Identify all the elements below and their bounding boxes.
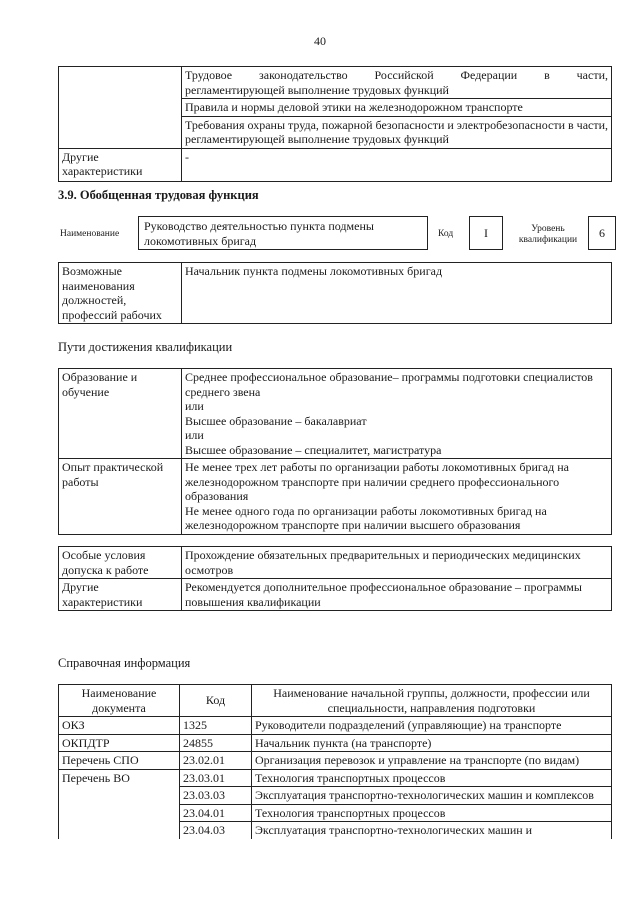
experience-value [182, 459, 612, 535]
cell-document: Перечень ВО [59, 769, 180, 787]
row-value-line: регламентирующей выполнение трудовых функций [185, 82, 449, 97]
row-value-line: Трудовое законодательство Российской Федерации в части, [185, 68, 608, 82]
cell-code: 23.03.03 [180, 787, 252, 805]
row-value [182, 67, 612, 99]
table-row [59, 787, 612, 805]
table-row [59, 579, 612, 611]
special-label: Особые условия допуска к работе [59, 547, 182, 579]
reference-header-row [59, 685, 612, 717]
header-code: Код [180, 685, 252, 717]
other-label: Другие характеристики [59, 579, 182, 611]
name-value-box [138, 216, 428, 250]
cell-document [59, 822, 180, 839]
row-label [59, 116, 182, 148]
positions-label: Возможные наименования должностей, профессий рабочих [59, 263, 182, 324]
experience-line: Не менее трех лет работы по организации работы локомотивных бригад на железнодорожном транспорте при наличии среднего профессионального образования [185, 460, 569, 503]
name-value: Руководство деятельностью пункта подмены локомотивных бригад [144, 219, 374, 248]
page-number: 40 [314, 34, 326, 48]
section-title: 3.9. Обобщенная трудовая функция [58, 188, 259, 202]
positions-table [58, 262, 612, 324]
education-value [182, 369, 612, 459]
cell-document [59, 787, 180, 805]
table-row [59, 547, 612, 579]
row-label [59, 99, 182, 117]
table-row [59, 752, 612, 770]
table-row [59, 769, 612, 787]
row-value: - [182, 148, 612, 181]
special-value: Прохождение обязательных предварительных и периодических медицинских осмотров [182, 547, 612, 579]
education-line: Среднее профессиональное образование– программы подготовки специалистов среднего звена [185, 370, 593, 399]
experience-line: Не менее одного года по организации работы локомотивных бригад на железнодорожном транспорте при наличии высшего образования [185, 503, 547, 532]
table-row [59, 717, 612, 735]
paths-heading: Пути достижения квалификации [58, 340, 233, 354]
row-value: Правила и нормы деловой этики на железнодорожном транспорте [182, 99, 612, 117]
education-label: Образование и обучение [59, 369, 182, 459]
cell-name: Организация перевозок и управление на транспорте (по видам) [252, 752, 612, 770]
cell-code: 1325 [180, 717, 252, 735]
level-value: 6 [599, 226, 605, 240]
table-row [59, 148, 612, 181]
cell-code: 23.03.01 [180, 769, 252, 787]
conditions-table [58, 546, 612, 611]
code-value: I [484, 226, 488, 240]
cell-code: 23.04.03 [180, 822, 252, 839]
reference-heading: Справочная информация [58, 656, 191, 670]
reference-table [58, 684, 612, 839]
cell-name: Эксплуатация транспортно-технологических машин и комплексов [252, 787, 612, 805]
other-value: Рекомендуется дополнительное профессиональное образование – программы повышения квалификации [182, 579, 612, 611]
experience-label: Опыт практической работы [59, 459, 182, 535]
cell-code: 23.02.01 [180, 752, 252, 770]
row-value: Требования охраны труда, пожарной безопасности и электробезопасности в части, регламентирующей выполнение трудовых функций [182, 116, 612, 148]
cell-document: Перечень СПО [59, 752, 180, 770]
education-line: Высшее образование – специалитет, магистратура [185, 442, 442, 457]
table-row [59, 99, 612, 117]
top-table [58, 66, 612, 182]
positions-value: Начальник пункта подмены локомотивных бригад [182, 263, 612, 324]
table-row [59, 734, 612, 752]
paths-table [58, 368, 612, 535]
cell-name: Начальник пункта (на транспорте) [252, 734, 612, 752]
level-label: Уровень квалификации [518, 224, 578, 245]
level-value-box [588, 216, 616, 250]
table-row [59, 116, 612, 148]
code-value-box [469, 216, 503, 250]
row-label [59, 67, 182, 99]
table-row [59, 263, 612, 324]
education-line: или [185, 428, 204, 442]
cell-document [59, 804, 180, 822]
cell-name: Технология транспортных процессов [252, 804, 612, 822]
cell-name: Руководители подразделений (управляющие) на транспорте [252, 717, 612, 735]
education-line: или [185, 399, 204, 413]
cell-name: Технология транспортных процессов [252, 769, 612, 787]
table-row [59, 459, 612, 535]
name-label: Наименование [60, 229, 120, 239]
education-line: Высшее образование – бакалавриат [185, 413, 367, 428]
cell-document: ОКПДТР [59, 734, 180, 752]
table-row [59, 804, 612, 822]
table-row [59, 369, 612, 459]
cell-document: ОКЗ [59, 717, 180, 735]
header-name: Наименование начальной группы, должности, профессии или специальности, направления подготовки [252, 685, 612, 717]
cell-code: 23.04.01 [180, 804, 252, 822]
table-row [59, 822, 612, 839]
code-label: Код [438, 229, 454, 239]
table-row [59, 67, 612, 99]
row-label: Другие характеристики [59, 148, 182, 181]
header-document: Наименование документа [59, 685, 180, 717]
cell-code: 24855 [180, 734, 252, 752]
cell-name: Эксплуатация транспортно-технологических машин и [252, 822, 612, 839]
